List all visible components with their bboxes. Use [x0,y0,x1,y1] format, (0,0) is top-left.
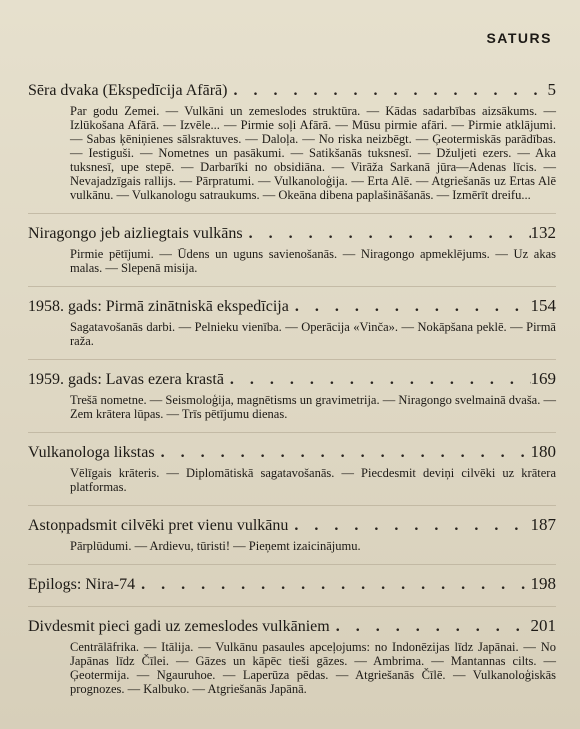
toc-entry-description: Vēlīgais krāteris. — Diplomātiskā sagatavošanās. — Piecdesmit deviņi cilvēki uz krātera platformas. [70,466,556,494]
toc-entry-page: 5 [547,80,556,99]
divider [28,213,556,214]
page-header-title: SATURS [486,30,552,46]
toc-entry-title: Vulkanologa likstas [28,444,155,461]
toc-entry [28,223,556,275]
toc-entry-title: Astoņpadsmit cilvēki pret vienu vulkānu [28,517,289,534]
toc-entry-title: Niragongo jeb aizliegtais vulkāns [28,225,243,242]
toc-entry-title: 1958. gads: Pirmā zinātniskā ekspedīcija [28,298,289,315]
divider [28,359,556,360]
toc-entry [28,80,556,202]
toc-entry [28,515,556,553]
toc-entry-title: Epilogs: Nira-74 [28,576,136,593]
leader-dots [330,617,531,637]
toc-entry-page: 154 [530,296,556,315]
toc-entry [28,574,556,595]
toc-entry-description: Pārplūdumi. — Ardievu, tūristi! — Pieņemt izaicinājumu. [70,539,361,553]
divider [28,564,556,565]
toc-entry-description: Trešā nometne. — Seismoloģija, magnētisms un gravimetrija. — Niragongo svelmainā dvaša. — Zem krātera lūpas. — Trīs pētījumu dienas. [70,393,556,421]
leader-dots [155,443,531,463]
toc-entry-page: 198 [530,574,556,593]
table-of-contents [28,80,556,707]
toc-entry [28,442,556,494]
toc-entry [28,369,556,421]
toc-entry-description: Centrālāfrika. — Itālija. — Vulkānu pasaules apceļojums: no Indonēzijas līdz Japānai. — No Japānas līdz Čīlei. — Gāzes un kāpēc tieši gāzes. — Ambrima. — Mantannas cilts. — Ģeotermija. — Ngauruhoe. — Laperūza pēdas. — Atgriešanās Čīlē. — Vulkanoloģiskās prognozes. — Kalbuko. — Atgriešanās Japānā. [70,640,556,696]
leader-dots [227,81,547,101]
toc-entry-description: Sagatavošanās darbi. — Pelnieku vienība. — Operācija «Vinča». — Nokāpšana peklē. — Pirmā raža. [70,320,556,348]
divider [28,505,556,506]
toc-entry-title: 1959. gads: Lavas ezera krastā [28,371,224,388]
toc-entry-page: 169 [530,369,556,388]
toc-entry-title: Sēra dvaka (Ekspedīcija Afārā) [28,82,228,99]
leader-dots [243,224,531,244]
toc-entry-page: 187 [530,515,556,534]
divider [28,286,556,287]
toc-entry-description: Pirmie pētījumi. — Ūdens un uguns savienošanās. — Niragongo apmeklējums. — Uz akas malas. — Slepenā misija. [70,247,556,275]
leader-dots [289,297,531,317]
toc-entry [28,616,556,696]
leader-dots [224,370,531,390]
toc-entry-description: Par godu Zemei. — Vulkāni un zemeslodes struktūra. — Kādas sadarbības aizsākums. — Izlūkošana Afārā. — Izvēle... — Pirmie soļi Afārā. — Mūsu pirmie afāri. — Pirmie atklājumi. — Sabas ķēniņienes sālsraktuves. — Daloļa. — No riska neizbēgt. — Ģeotermiskās parādības. — Iestiguši. — Nometnes un pasākumi. — Satikšanās tuksnesī. — Džuljeti ezers. — Aka tuksnesī, upe stepē. — Darbarīki no obsidiāna. — Virāža Sarkanā jūra—Adenas līcis. — Nevajadzīgais rallijs. — Pārpratumi. — Vulkanoloģija. — Erta Alē. — Atgriešanās uz Ertas Alē vulkānu. — Vulkanologu satraukums. — Okeāna dibena paplašināšanās. — Izmērīt dreifu... [70,104,556,202]
toc-entry-page: 180 [530,442,556,461]
toc-entry-title: Divdesmit pieci gadi uz zemeslodes vulkāniem [28,618,330,635]
toc-entry [28,296,556,348]
leader-dots [135,575,530,595]
leader-dots [288,516,530,536]
toc-entry-page: 201 [530,616,556,635]
toc-entry-page: 132 [530,223,556,242]
divider [28,432,556,433]
divider [28,606,556,607]
